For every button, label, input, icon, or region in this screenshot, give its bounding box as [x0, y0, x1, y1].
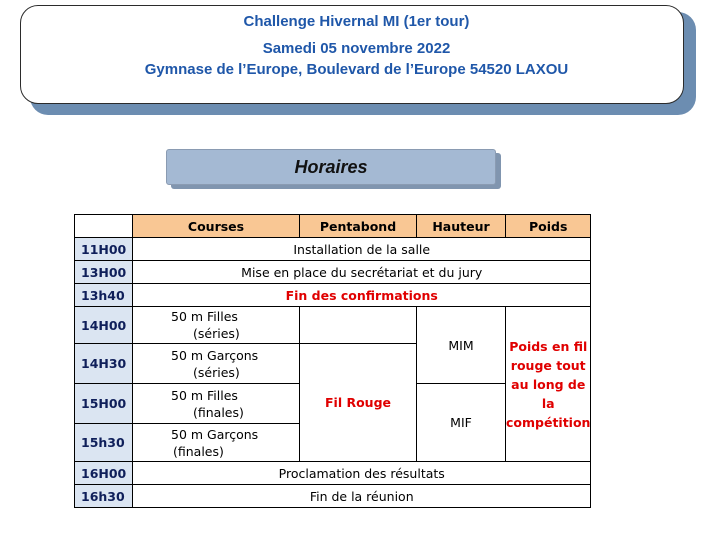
poids-line: au long de [511, 376, 586, 392]
course-phase: (finales) [193, 404, 244, 420]
event-date: Samedi 05 novembre 2022 [262, 40, 451, 57]
table-row [75, 485, 591, 508]
event-venue: Gymnase de l’Europe, Boulevard de l’Europe 54520 LAXOU [144, 61, 569, 78]
span-cell: Mise en place du secrétariat et du jury [133, 261, 591, 284]
col-hauteur: Hauteur [417, 215, 506, 238]
hauteur-mim: MIM [417, 307, 506, 384]
time-cell: 13h40 [75, 284, 133, 307]
table-header-row [75, 215, 591, 238]
poids-line: rouge tout [510, 357, 586, 373]
time-cell: 15h30 [75, 424, 133, 462]
course-phase: (séries) [193, 326, 240, 341]
course-name: 50 m Garçons [171, 426, 259, 442]
col-courses: Courses [133, 215, 300, 238]
poids-line: compétition [506, 414, 591, 430]
span-cell: Proclamation des résultats [133, 462, 591, 485]
course-cell [133, 384, 300, 424]
course-cell [133, 307, 300, 344]
span-cell: Installation de la salle [133, 238, 591, 261]
time-cell: 14H30 [75, 344, 133, 384]
schedule-table [74, 214, 591, 508]
time-cell: 16h30 [75, 485, 133, 508]
table-row [75, 238, 591, 261]
poids-line: la [541, 395, 555, 411]
span-cell: Fin des confirmations [133, 284, 591, 307]
course-name: 50 m Garçons [171, 347, 259, 363]
poids-cell [506, 307, 591, 462]
schedule-banner: Horaires [166, 149, 496, 185]
course-cell [133, 344, 300, 384]
time-cell: 16H00 [75, 462, 133, 485]
course-name: 50 m Filles [171, 309, 238, 324]
pentabond-empty [300, 307, 417, 344]
hauteur-mif: MIF [417, 384, 506, 462]
event-title: Challenge Hivernal MI (1er tour) [243, 13, 470, 30]
pentabond-fil-rouge: Fil Rouge [300, 344, 417, 462]
table-row [75, 462, 591, 485]
span-cell: Fin de la réunion [133, 485, 591, 508]
col-pentabond: Pentabond [300, 215, 417, 238]
course-cell [133, 424, 300, 462]
table-row [75, 307, 591, 344]
poids-line: Poids en fil [509, 338, 588, 354]
course-phase: (séries) [193, 364, 240, 380]
corner-cell [75, 215, 133, 238]
time-cell: 15H00 [75, 384, 133, 424]
col-poids: Poids [506, 215, 591, 238]
table-row [75, 261, 591, 284]
table-row [75, 284, 591, 307]
time-cell: 11H00 [75, 238, 133, 261]
course-name: 50 m Filles [171, 387, 238, 403]
time-cell: 13H00 [75, 261, 133, 284]
time-cell: 14H00 [75, 307, 133, 344]
course-phase: (finales) [173, 443, 224, 459]
